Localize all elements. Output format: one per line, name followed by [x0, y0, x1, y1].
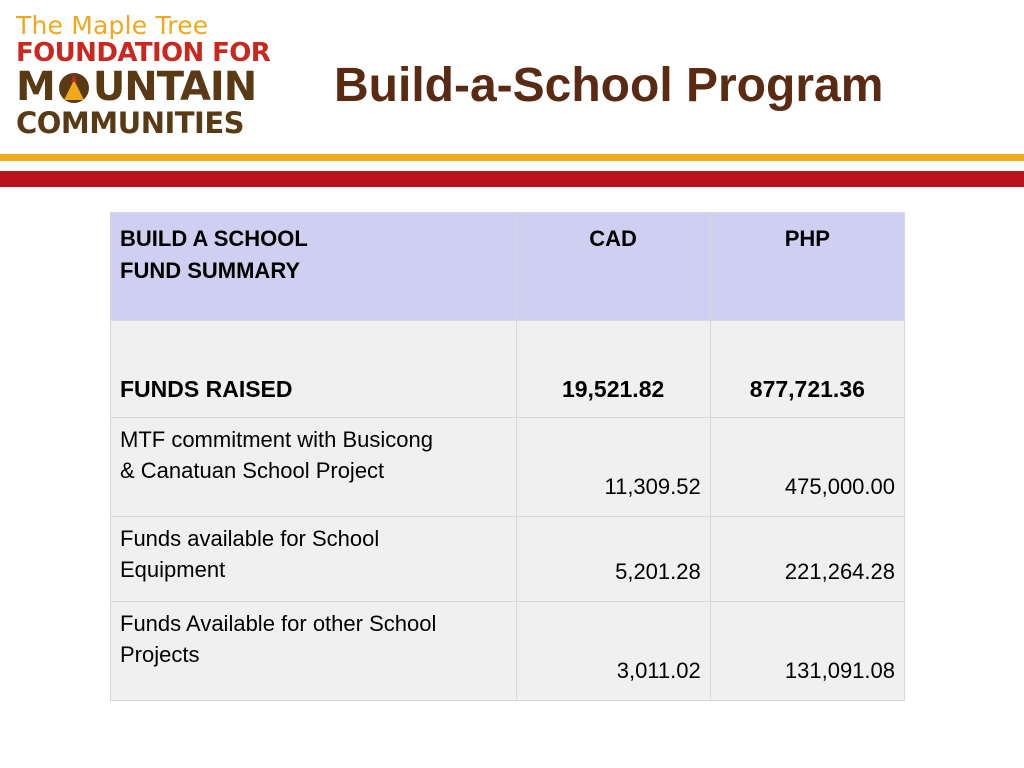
table-row: [111, 602, 905, 701]
row-label: [111, 517, 517, 602]
row-label-line2: & Canatuan School Project: [120, 458, 385, 483]
row-cad-value: 5,201.28: [516, 517, 710, 602]
table-row-funds-raised: [111, 321, 905, 418]
row-label-line1: Funds Available for other School: [120, 611, 437, 636]
header-php: PHP: [710, 213, 904, 321]
table-row: [111, 517, 905, 602]
logo-line-foundation: FOUNDATION FOR: [16, 38, 271, 68]
funds-raised-label: FUNDS RAISED: [111, 321, 517, 418]
funds-raised-cad: 19,521.82: [516, 321, 710, 418]
mountain-tree-icon: [56, 70, 92, 104]
row-label-line1: Funds available for School: [120, 526, 380, 551]
logo-line-mountain: [16, 64, 288, 110]
header-cad: CAD: [516, 213, 710, 321]
header-fund-summary: [111, 213, 517, 321]
logo: [16, 12, 288, 139]
logo-letter-m: M: [16, 64, 55, 110]
table-header-row: [111, 213, 905, 321]
header-label-line1: BUILD A SCHOOL: [120, 226, 308, 251]
gold-stripe-divider: [0, 154, 1024, 161]
red-stripe-divider: [0, 171, 1024, 187]
row-label: [111, 602, 517, 701]
logo-letters-untain: UNTAIN: [92, 64, 257, 110]
row-php-value: 221,264.28: [710, 517, 904, 602]
row-cad-value: 11,309.52: [516, 418, 710, 517]
row-cad-value: 3,011.02: [516, 602, 710, 701]
header-label-line2: FUND SUMMARY: [120, 258, 301, 283]
table-row: [111, 418, 905, 517]
row-label-line1: MTF commitment with Busicong: [120, 427, 433, 452]
row-php-value: 131,091.08: [710, 602, 904, 701]
row-label-line2: Projects: [120, 642, 200, 667]
row-label: [111, 418, 517, 517]
row-label-line2: Equipment: [120, 557, 226, 582]
logo-line-maple-tree: The Maple Tree: [16, 11, 209, 40]
funds-raised-php: 877,721.36: [710, 321, 904, 418]
page-title: Build-a-School Program: [334, 59, 884, 112]
logo-line-communities: COMMUNITIES: [16, 106, 245, 140]
fund-summary-table: [110, 212, 905, 701]
row-php-value: 475,000.00: [710, 418, 904, 517]
